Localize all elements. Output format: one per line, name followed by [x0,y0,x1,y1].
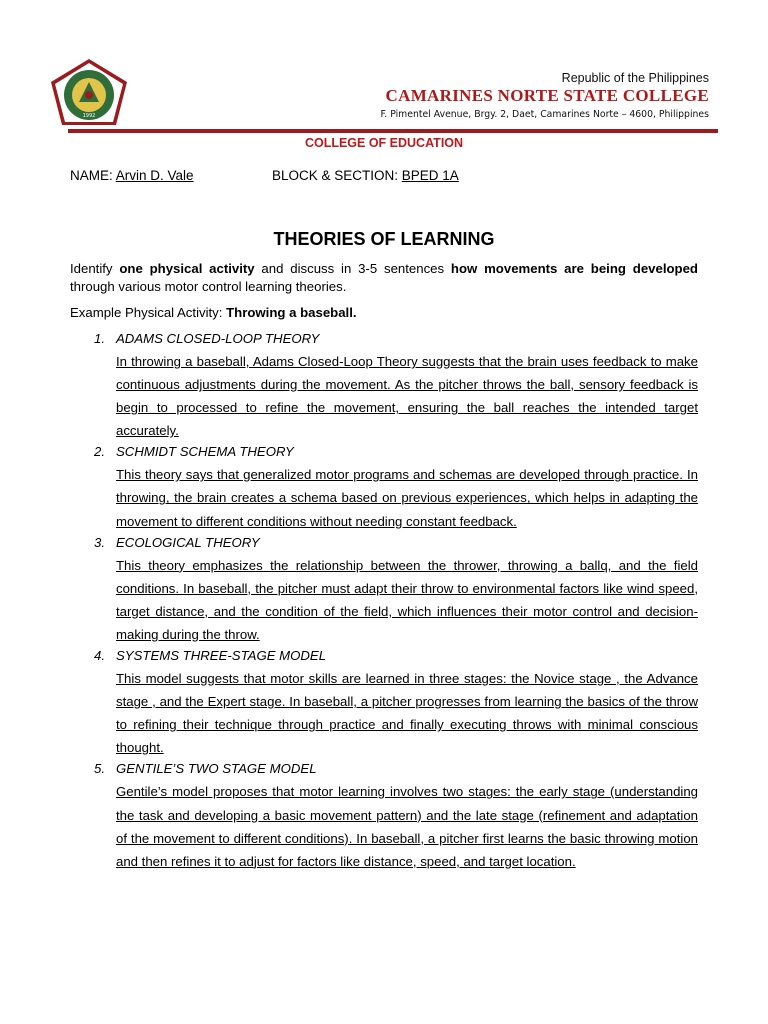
name-value: Arvin D. Vale [115,168,194,183]
theory-title: SCHMIDT SCHEMA THEORY [116,444,294,460]
theory-title: GENTILE’S TWO STAGE MODEL [116,761,317,777]
example-activity-value: Throwing a baseball. [226,305,357,320]
theory-item [70,759,698,872]
theory-number: 4. [94,648,105,664]
name-label: NAME: [70,168,116,183]
theory-number: 2. [94,444,105,460]
theory-item [70,329,698,442]
letterhead [380,70,709,122]
instructions: Identify one physical activity and discuss in 3-5 sentences how movements are being developed through various motor control learning theories. [70,261,698,294]
theory-title: ECOLOGICAL THEORY [116,534,260,550]
theory-number: 5. [94,761,105,777]
page-title: THEORIES OF LEARNING [273,229,495,249]
student-name-field [70,168,194,183]
theory-body: Gentile’s model proposes that motor learning involves two stages: the early stage (understanding the task and developing a basic movement pattern) and the late stage (refinement and adaptation of the movement to different conditions). In baseball, a pitcher first learns the basic throwing motion and then refines it to adjust for factors like distance, speed, and target location. [116,784,698,869]
seal-year: 1992 [82,113,96,119]
college-name: CAMARINES NORTE STATE COLLEGE [385,86,709,105]
college-seal-logo [50,58,128,126]
theory-title: ADAMS CLOSED-LOOP THEORY [116,331,320,346]
theory-item [70,442,698,532]
department-name: COLLEGE OF EDUCATION [304,136,464,150]
theory-list [70,329,698,873]
college-address: F. Pimentel Avenue, Brgy. 2, Daet, Camarines Norte – 4600, Philippines [380,109,709,120]
theory-number: 3. [94,534,105,550]
block-label: BLOCK & SECTION: [272,168,402,183]
republic-text: Republic of the Philippines [561,71,709,85]
theory-body: In throwing a baseball, Adams Closed-Loop Theory suggests that the brain uses feedback to make continuous adjustments during the movement. As the pitcher throws the ball, sensory feedback is begin to processed to refine the movement, ensuring the ball reaches the intended target accurately. [116,354,698,439]
theory-body: This theory says that generalized motor programs and schemas are developed through practice. In throwing, the brain creates a schema based on previous experiences, which helps in adapting the movement to different conditions without needing constant feedback. [116,467,698,529]
theory-number: 1. [94,331,105,346]
block-value: BPED 1A [401,168,459,183]
theory-body: This theory emphasizes the relationship between the thrower, throwing a ballq, and the field conditions. In baseball, the pitcher must adapt their throw to environmental factors like wind speed, target distance, and the condition of the field, which influences their motor control and decision-making during the throw. [116,557,698,642]
block-section-field [272,168,459,183]
example-activity: Example Physical Activity: Throwing a baseball. [70,305,357,320]
theory-item [70,646,698,759]
theory-body: This model suggests that motor skills are learned in three stages: the Novice stage , the Advance stage , and the Expert stage. In baseball, a pitcher progresses from learning the basics of the throw to refining their technique through practice and finally executing throws with minimal conscious thought. [116,671,698,756]
theory-title: SYSTEMS THREE-STAGE MODEL [116,648,327,664]
theory-item [70,533,698,646]
header-divider [68,129,718,133]
